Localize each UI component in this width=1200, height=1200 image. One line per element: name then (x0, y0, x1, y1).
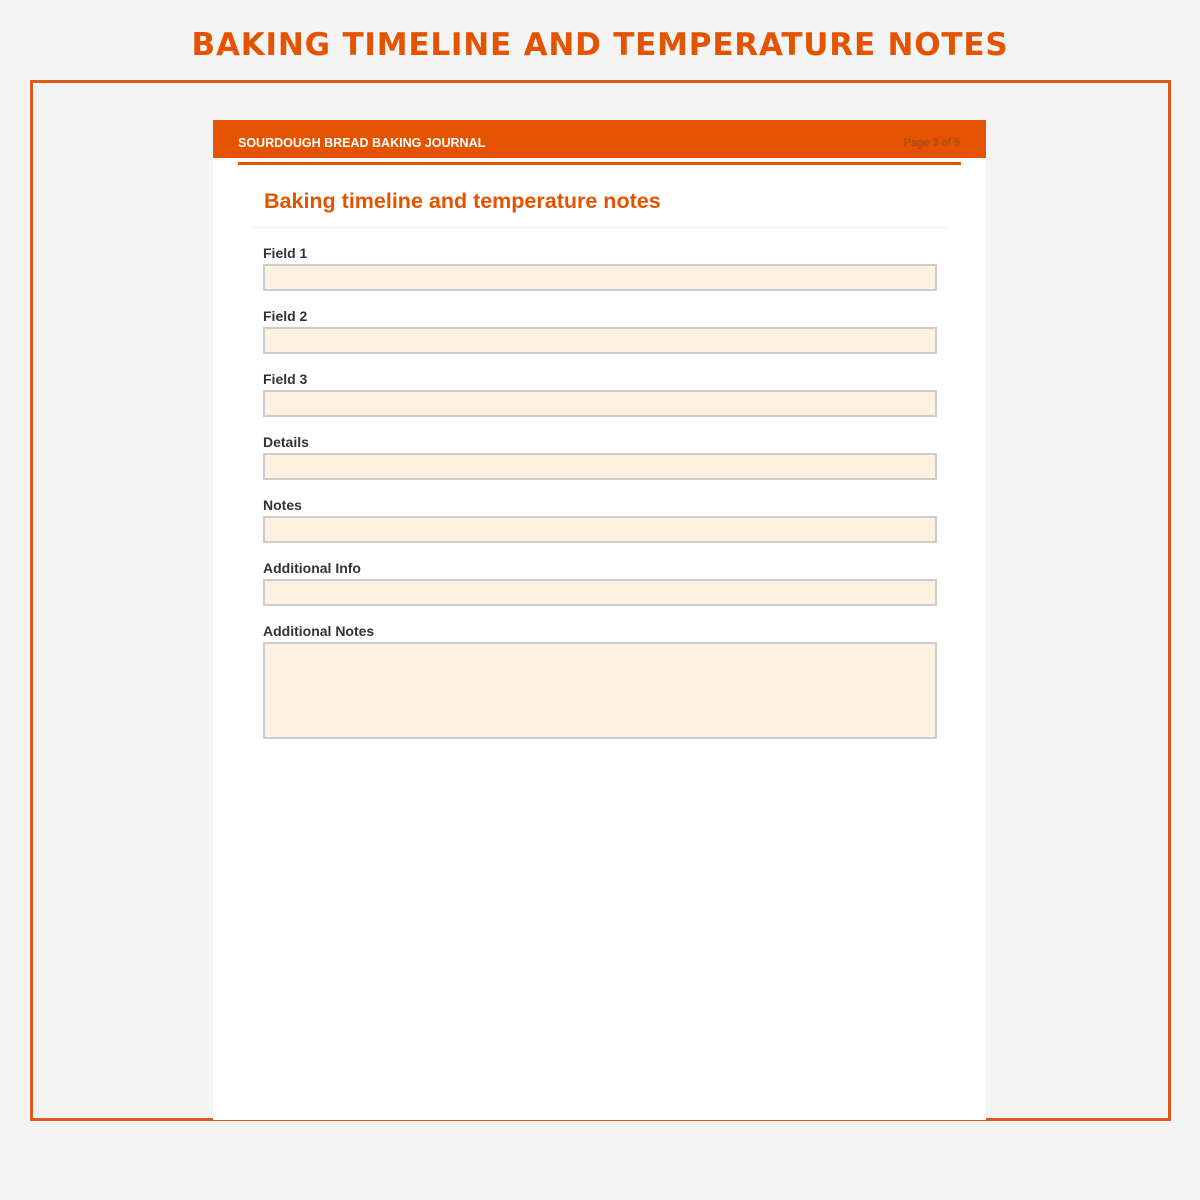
journal-title: SOURDOUGH BREAD BAKING JOURNAL (238, 136, 486, 150)
field-3-label: Field 3 (263, 371, 308, 387)
field-1-group (263, 245, 937, 291)
section-title: Baking timeline and temperature notes (264, 189, 661, 213)
field-1-input[interactable] (263, 264, 937, 291)
additional-info-input[interactable] (263, 579, 937, 606)
page-indicator: Page 3 of 5 (903, 137, 960, 149)
field-3-input[interactable] (263, 390, 937, 417)
details-label: Details (263, 434, 309, 450)
additional-info-label: Additional Info (263, 560, 361, 576)
field-2-input[interactable] (263, 327, 937, 354)
field-1-label: Field 1 (263, 245, 308, 261)
details-input[interactable] (263, 453, 937, 480)
additional-notes-group (263, 623, 937, 739)
additional-notes-label: Additional Notes (263, 623, 375, 639)
additional-info-group (263, 560, 937, 606)
additional-notes-textarea[interactable] (263, 642, 937, 739)
header-divider (238, 162, 961, 165)
page-heading: BAKING TIMELINE AND TEMPERATURE NOTES (191, 27, 1009, 63)
field-3-group (263, 371, 937, 417)
field-2-group (263, 308, 937, 354)
section-divider (251, 227, 948, 228)
journal-page (213, 120, 986, 1120)
details-group (263, 434, 937, 480)
notes-input[interactable] (263, 516, 937, 543)
notes-group (263, 497, 937, 543)
page-header-bar (213, 120, 986, 158)
field-2-label: Field 2 (263, 308, 308, 324)
notes-label: Notes (263, 497, 302, 513)
